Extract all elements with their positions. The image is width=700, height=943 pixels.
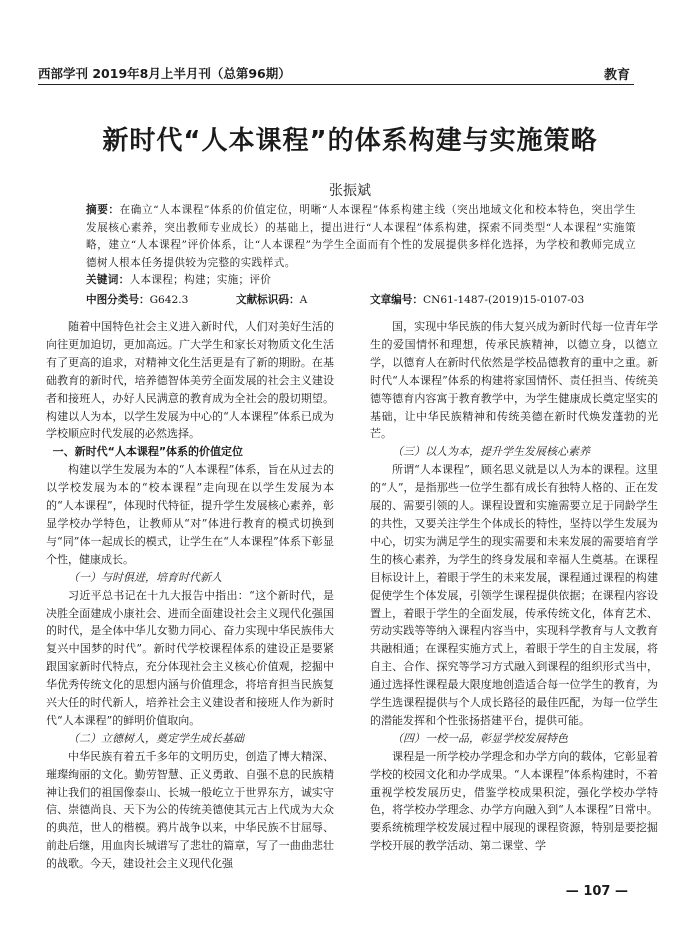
doc-code-label: 文献标识码： — [236, 294, 300, 306]
article-no-label: 文章编号： — [370, 294, 423, 306]
paragraph: 构建以学生发展为本的“人本课程”体系，旨在从过去的以学校发展为本的“校本课程”走向现在以学生发展为本的“人本课程”，体现时代特征，提升学生发展核心素养，彰显学校办学特色，让教师从“对”体进行教育的模式切换到与“同”体一起成长的模式，让学生在“人本课程”体系下彰显个性，健康成长。 — [46, 463, 334, 566]
body-column-left — [46, 318, 334, 873]
doc-code-value: A — [299, 294, 308, 306]
article-title: 新时代“人本课程”的体系构建与实施策略 — [102, 126, 598, 156]
article-author: 张振斌 — [329, 183, 371, 199]
document-code — [236, 292, 307, 307]
clc-value: G642.3 — [149, 294, 189, 306]
header-rule — [38, 84, 634, 85]
paragraph: 随着中国特色社会主义进入新时代，人们对美好生活的向往更加迫切，更加高远。广大学生和家长对物质文化生活有了更高的追求，对精神文化生活更是有了新的期盼。在基础教育的新时代，培养德智体美劳全面发展的社会主义建设者和接班人，办好人民满意的教育成为全社会的殷切期望。构建以人为本，以学生发展为中心的“人本课程”体系已成为学校顺应时代发展的必然选择。 — [46, 320, 334, 441]
section-heading: （二）立德树人，奠定学生成长基础 — [68, 731, 244, 745]
article-number — [370, 292, 584, 307]
section-heading: （四）一校一品，彰显学校发展特色 — [392, 731, 568, 745]
section-label: 教育 — [603, 68, 630, 83]
section-heading: （三）以人为本，提升学生发展核心素养 — [392, 445, 590, 459]
paragraph: 国，实现中华民族的伟大复兴成为新时代每一位青年学生的爱国情怀和理想，传承民族精神，以德立身，以德立学，以德育人在新时代依然是学校品德教育的重中之重。新时代“人本课程”体系的构建将家国情怀、责任担当、传统美德等德育内容寓于教育教学中，为学生健康成长奠定坚实的基础，让中华民族精神和传统美德在新时代焕发蓬勃的光芒。 — [370, 320, 658, 441]
keywords-text: 人本课程；构建；实施；评价 — [129, 274, 272, 286]
article-no-value: CN61-1487-(2019)15-0107-03 — [422, 294, 585, 306]
page-number: — 107 — — [565, 884, 628, 899]
paragraph: 所谓“人本课程”，顾名思义就是以人为本的课程。这里的“人”，是指那些一位学生都有成长有独特人格的、正在发展的、需要引领的人。课程设置和实施需要立足于同龄学生的共性，又要关注学生个体成长的特性，坚持以学生发展为中心，切实为满足学生的现实需要和未来发展的需要培育学生的核心素养，为学生的终身发展和幸福人生奠基。在课程目标设计上，着眼于学生的未来发展，课程通过课程的构建促使学生个体发展，引领学生课程提供依据；在课程内容设置上，着眼于学生的全面发展，传承传统文化，体育艺术、劳动实践等等纳入课程内容当中，实现科学教育与人文教育共融相通；在课程实施方式上，着眼于学生的自主发展，将自主、合作、探究等学习方式融入到课程的组织形式当中，通过选择性课程最大限度地创造适合每一位学生的教育，为学生选课程提供与个人成长路径的最佳匹配，为每一位学生的潜能发挥和个性张扬搭建平台，提供可能。 — [370, 463, 658, 727]
clc-label: 中图分类号： — [86, 294, 150, 306]
paragraph: 习近平总书记在十九大报告中指出：“这个新时代，是决胜全面建成小康社会、进而全面建设社会主义现代化强国的时代，是全体中华儿女勠力同心、奋力实现中华民族伟大复兴中国梦的时代”。新时代学校课程体系的建设正是要紧跟国家新时代特点，充分体现社会主义核心价值观，挖掘中华优秀传统文化的思想内涵与价值理念，将培育担当民族复兴大任的时代新人，培养社会主义建设者和接班人作为新时代“人本课程”的鲜明价值取向。 — [46, 588, 334, 727]
abstract-text: 在确立“人本课程”体系的价值定位，明晰“人本课程”体系构建主线（突出地域文化和校本特色，突出学生发展核心素养，突出教师专业成长）的基础上，提出进行“人本课程”体系构建，探索不同类型“人本课程”实施策略，建立“人本课程”评价体系，让“人本课程”为学生全面而有个性的发展提供多样化选择，为学校和教师完成立德树人根本任务提供较为完整的实践样式。 — [86, 204, 636, 269]
abstract — [86, 202, 636, 272]
keywords-label: 关键词： — [86, 274, 130, 286]
section-heading: （一）与时俱进，培育时代新人 — [68, 570, 222, 584]
clc-number — [86, 292, 188, 307]
keywords — [86, 272, 636, 287]
abstract-label: 摘要： — [86, 204, 120, 216]
paragraph: 课程是一所学校办学理念和办学方向的载体，它彰显着学校的校园文化和办学成果。“人本课程”体系构建时，不着重视学校发展历史，借鉴学校成果积淀，强化学校办学特色，将学校办学理念、办学方向融入到“人本课程”日常中。要系统梳理学校发展过程中展现的课程资源，特别是要挖掘学校开展的教学活动、第二课堂、学 — [370, 749, 658, 853]
journal-header: 西部学刊 2019年8月上半月刊（总第96期） — [38, 66, 291, 81]
section-heading: 一、新时代“人本课程”体系的价值定位 — [52, 445, 244, 459]
paragraph: 中华民族有着五千多年的文明历史，创造了博大精深、璀璨绚丽的文化。勤劳智慧、正义勇敢、自强不息的民族精神让我们的祖国像泰山、长城一般屹立于世界东方，诚实守信、崇德尚良、天下为公的传统美德使其元古上代成为大众的典范，世人的楷模。鸦片战争以来，中华民族不甘屈辱、前赴后继，用血肉长城谱写了悲壮的篇章，写了一曲曲悲壮的战歌。今天，建设社会主义现代化强 — [46, 749, 334, 871]
body-column-right — [370, 318, 658, 855]
